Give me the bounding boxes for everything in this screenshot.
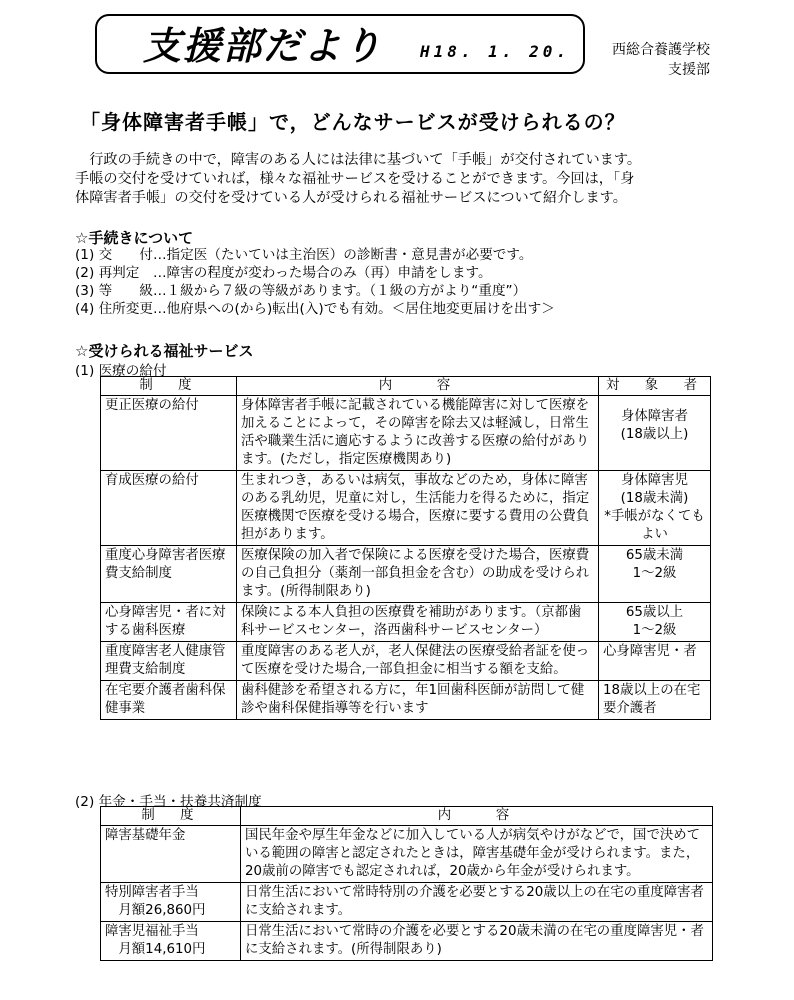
newsletter-title: 支援部だより xyxy=(143,24,384,68)
content-cell: 身体障害者手帳に記載されている機能障害に対して医療を加えることによって，その障害を除去又は軽減し，日常生活や職業生活に適応するように改善する医療の給付があります。(ただし，指定医療機関あり) xyxy=(237,396,599,471)
target-cell: 65歳未満 1〜2級 xyxy=(599,546,711,603)
content-cell: 保険による本人負担の医療費を補助があります。（京都歯科サービスセンター，洛西歯科サービスセンター） xyxy=(237,603,599,642)
procedure-item: (2) 再判定 …障害の程度が変わった場合のみ（再）申請をします。 xyxy=(75,265,492,281)
system-cell: 更正医療の給付 xyxy=(101,396,237,471)
procedures-heading: ☆手続きについて xyxy=(75,229,194,247)
system-cell: 心身障害児・者に対する歯科医療 xyxy=(101,603,237,642)
column-header: 内 容 xyxy=(241,807,713,826)
table-row xyxy=(101,471,711,546)
table-row xyxy=(101,883,713,922)
procedure-item: (4) 住所変更…他府県への(から)転出(入)でも有効。＜居住地変更届けを出す＞ xyxy=(75,301,555,317)
procedure-item: (3) 等 級…１級から７級の等級があります。（１級の方がより“重度”） xyxy=(75,283,527,299)
pension-table xyxy=(100,806,713,961)
table-row xyxy=(101,826,713,883)
system-cell: 重度心身障害者医療費支給制度 xyxy=(101,546,237,603)
system-cell: 育成医療の給付 xyxy=(101,471,237,546)
pension-subheading: (2) 年金・手当・扶養共済制度 xyxy=(75,794,262,810)
column-header: 内 容 xyxy=(237,377,599,396)
content-cell: 日常生活において常時特別の介護を必要とする20歳以上の在宅の重度障害者に支給されます。 xyxy=(241,883,713,922)
target-cell: 身体障害者 (18歳以上) xyxy=(599,396,711,471)
system-cell: 障害基礎年金 xyxy=(101,826,241,883)
medical-benefits-table xyxy=(100,376,711,720)
table-header-row xyxy=(101,377,711,396)
intro-line: 手帳の交付を受けていれば，様々な福祉サービスを受けることができます。今回は，「身 xyxy=(75,171,635,187)
school-name: 西総合養護学校 xyxy=(612,42,710,58)
system-cell: 在宅要介護者歯科保健事業 xyxy=(101,681,237,720)
system-cell: 特別障害者手当 月額26,860円 xyxy=(101,883,241,922)
column-header: 制 度 xyxy=(101,807,241,826)
table-row xyxy=(101,603,711,642)
content-cell: 生まれつき，あるいは病気，事故などのため，身体に障害のある乳幼児，児童に対し，生活能力を得るために，指定医療機関で医療を受ける場合，医療に要する費用の公費負担があります。 xyxy=(237,471,599,546)
procedure-item: (1) 交 付…指定医（たいていは主治医）の診断書・意見書が必要です。 xyxy=(75,247,533,263)
system-cell: 障害児福祉手当 月額14,610円 xyxy=(101,922,241,961)
table-header-row xyxy=(101,807,713,826)
intro-line: 体障害者手帳」の交付を受けている人が受けられる福祉サービスについて紹介します。 xyxy=(75,190,627,206)
intro-paragraph xyxy=(75,151,725,208)
table-row xyxy=(101,681,711,720)
column-header: 制 度 xyxy=(101,377,237,396)
content-cell: 日常生活において常時の介護を必要とする20歳未満の在宅の重度障害児・者に支給されます。(所得制限あり) xyxy=(241,922,713,961)
target-cell: 65歳以上 1〜2級 xyxy=(599,603,711,642)
main-heading: 「身体障害者手帳」で，どんなサービスが受けられるの？ xyxy=(80,110,626,134)
services-heading: ☆受けられる福祉サービス xyxy=(75,342,254,360)
table-row xyxy=(101,546,711,603)
content-cell: 医療保険の加入者で保険による医療を受けた場合，医療費の自己負担分（薬剤一部負担金を含む）の助成を受けられます。(所得制限あり) xyxy=(237,546,599,603)
intro-line: 行政の手続きの中で，障害のある人には法律に基づいて「手帳」が交付されています。 xyxy=(75,152,642,168)
content-cell: 重度障害のある老人が，老人保健法の医療受給者証を使って医療を受けた場合,一部負担金に相当する額を支給。 xyxy=(237,642,599,681)
target-cell: 心身障害児・者 xyxy=(599,642,711,681)
content-cell: 国民年金や厚生年金などに加入している人が病気やけがなどで，国で決めている範囲の障害と認定されたときは，障害基礎年金が受けられます。また，20歳前の障害でも認定されれば，20歳から年金が受けられます。 xyxy=(241,826,713,883)
column-header: 対 象 者 xyxy=(599,377,711,396)
table-row xyxy=(101,396,711,471)
publisher xyxy=(598,40,710,80)
medical-subheading: (1) 医療の給付 xyxy=(75,363,167,379)
issue-date: H18. 1. 20. xyxy=(420,42,570,61)
table-row xyxy=(101,922,713,961)
target-cell: 18歳以上の在宅要介護者 xyxy=(599,681,711,720)
department-name: 支援部 xyxy=(668,62,710,78)
target-cell: 身体障害児 (18歳未満) *手帳がなくてもよい xyxy=(599,471,711,546)
procedures-list xyxy=(75,246,555,318)
content-cell: 歯科健診を希望される方に，年1回歯科医師が訪問して健診や歯科保健指導等を行います xyxy=(237,681,599,720)
table-row xyxy=(101,642,711,681)
system-cell: 重度障害老人健康管理費支給制度 xyxy=(101,642,237,681)
